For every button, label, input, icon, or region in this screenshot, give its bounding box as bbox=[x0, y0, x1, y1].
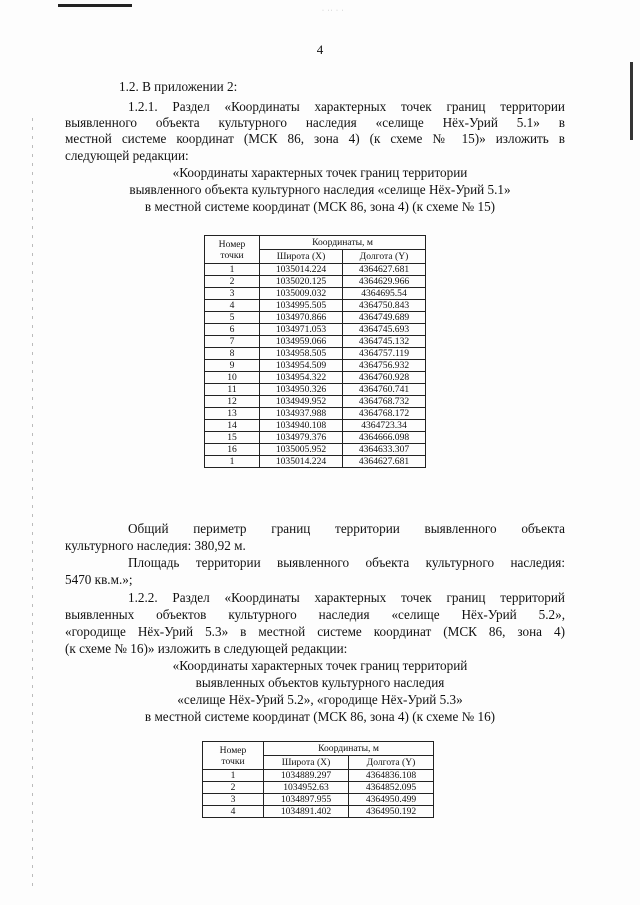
area-line-1: Площадь территории выявленного объекта культурного наследия: bbox=[128, 555, 565, 570]
caption-2-line-1: «Координаты характерных точек границ территорий bbox=[172, 658, 468, 673]
item-1-2-2-line-3: «городище Нёх-Урий 5.3» в местной системе координат (МСК 86, зона 4) bbox=[65, 624, 565, 639]
coordinates-header: Координаты, м bbox=[264, 742, 434, 756]
longitude-cell: 4364768.732 bbox=[343, 396, 426, 408]
longitude-cell: 4364627.681 bbox=[343, 456, 426, 468]
area-line-2: 5470 кв.м.»; bbox=[65, 572, 133, 587]
scan-artifact-line bbox=[58, 4, 132, 7]
table-row bbox=[203, 794, 434, 806]
item-1-2-2-line-2: выявленных объектов культурного наследия «селище Нёх-Урий 5.2», bbox=[65, 607, 565, 622]
point-number-header: Номер точки bbox=[203, 742, 264, 770]
latitude-cell: 1034952.63 bbox=[264, 782, 349, 794]
item-1-2-1-line-2: выявленного объекта культурного наследия «селище Нёх-Урий 5.1» в bbox=[65, 115, 565, 130]
longitude-cell: 4364750.843 bbox=[343, 300, 426, 312]
longitude-cell: 4364852.095 bbox=[349, 782, 434, 794]
table-row bbox=[205, 432, 426, 444]
table-row bbox=[205, 420, 426, 432]
page-number: 4 bbox=[316, 42, 324, 57]
latitude-cell: 1034971.053 bbox=[260, 324, 343, 336]
point-number-cell: 4 bbox=[205, 300, 260, 312]
point-number-cell: 9 bbox=[205, 360, 260, 372]
coordinates-table-1 bbox=[204, 235, 426, 468]
longitude-header: Долгота (Y) bbox=[349, 756, 434, 770]
longitude-cell: 4364723.34 bbox=[343, 420, 426, 432]
item-1-2-2-line-4: (к схеме № 16)» изложить в следующей редакции: bbox=[65, 641, 348, 656]
caption-1-line-2: выявленного объекта культурного наследия «селище Нёх-Урий 5.1» bbox=[129, 182, 511, 197]
latitude-cell: 1034995.505 bbox=[260, 300, 343, 312]
point-number-cell: 1 bbox=[205, 456, 260, 468]
longitude-cell: 4364760.741 bbox=[343, 384, 426, 396]
point-number-cell: 11 bbox=[205, 384, 260, 396]
coordinates-table-2-body bbox=[203, 770, 434, 818]
table-row bbox=[205, 312, 426, 324]
longitude-header: Долгота (Y) bbox=[343, 250, 426, 264]
scan-artifact-edge-left bbox=[32, 118, 33, 888]
table-row bbox=[205, 444, 426, 456]
latitude-cell: 1035009.032 bbox=[260, 288, 343, 300]
table-row bbox=[203, 806, 434, 818]
table-row bbox=[203, 782, 434, 794]
latitude-cell: 1034891.402 bbox=[264, 806, 349, 818]
point-number-cell: 1 bbox=[203, 770, 264, 782]
latitude-cell: 1034979.376 bbox=[260, 432, 343, 444]
point-number-cell: 2 bbox=[205, 276, 260, 288]
caption-2-line-2: выявленных объектов культурного наследия bbox=[195, 675, 445, 690]
longitude-cell: 4364745.693 bbox=[343, 324, 426, 336]
longitude-cell: 4364627.681 bbox=[343, 264, 426, 276]
latitude-cell: 1034937.988 bbox=[260, 408, 343, 420]
item-1-2-1-line-1: 1.2.1. Раздел «Координаты характерных точек границ территории bbox=[128, 99, 565, 114]
latitude-cell: 1034959.066 bbox=[260, 336, 343, 348]
caption-1-line-1: «Координаты характерных точек границ территории bbox=[172, 165, 468, 180]
table-row bbox=[205, 360, 426, 372]
latitude-cell: 1034954.509 bbox=[260, 360, 343, 372]
table-row bbox=[205, 456, 426, 468]
point-number-cell: 1 bbox=[205, 264, 260, 276]
table-row bbox=[205, 324, 426, 336]
table-row bbox=[205, 384, 426, 396]
latitude-cell: 1034940.108 bbox=[260, 420, 343, 432]
longitude-cell: 4364757.119 bbox=[343, 348, 426, 360]
point-number-cell: 5 bbox=[205, 312, 260, 324]
point-number-cell: 10 bbox=[205, 372, 260, 384]
point-number-cell: 7 bbox=[205, 336, 260, 348]
latitude-cell: 1035014.224 bbox=[260, 456, 343, 468]
coordinates-header: Координаты, м bbox=[260, 236, 426, 250]
longitude-cell: 4364695.54 bbox=[343, 288, 426, 300]
latitude-cell: 1034897.955 bbox=[264, 794, 349, 806]
section-heading: 1.2. В приложении 2: bbox=[119, 79, 238, 94]
scan-artifact-edge bbox=[630, 62, 633, 140]
table-row bbox=[205, 348, 426, 360]
table-row bbox=[203, 770, 434, 782]
point-number-cell: 13 bbox=[205, 408, 260, 420]
table-row bbox=[205, 336, 426, 348]
latitude-cell: 1034958.505 bbox=[260, 348, 343, 360]
latitude-cell: 1034949.952 bbox=[260, 396, 343, 408]
perimeter-line-2: культурного наследия: 380,92 м. bbox=[65, 538, 246, 553]
longitude-cell: 4364760.928 bbox=[343, 372, 426, 384]
caption-1-line-3: в местной системе координат (МСК 86, зона 4) (к схеме № 15) bbox=[144, 199, 496, 214]
latitude-cell: 1035014.224 bbox=[260, 264, 343, 276]
point-number-cell: 2 bbox=[203, 782, 264, 794]
coordinates-table-1-body bbox=[205, 264, 426, 468]
longitude-cell: 4364836.108 bbox=[349, 770, 434, 782]
table-row bbox=[205, 372, 426, 384]
point-number-header: Номер точки bbox=[205, 236, 260, 264]
caption-2-line-3: «селище Нёх-Урий 5.2», «городище Нёх-Урий 5.3» bbox=[177, 692, 463, 707]
table-row bbox=[205, 300, 426, 312]
longitude-cell: 4364629.966 bbox=[343, 276, 426, 288]
point-number-cell: 12 bbox=[205, 396, 260, 408]
longitude-cell: 4364950.192 bbox=[349, 806, 434, 818]
latitude-header: Широта (X) bbox=[264, 756, 349, 770]
latitude-cell: 1034950.326 bbox=[260, 384, 343, 396]
point-number-cell: 3 bbox=[203, 794, 264, 806]
longitude-cell: 4364950.499 bbox=[349, 794, 434, 806]
table-row bbox=[205, 288, 426, 300]
perimeter-line-1: Общий периметр границ территории выявленного объекта bbox=[128, 521, 565, 536]
latitude-cell: 1034970.866 bbox=[260, 312, 343, 324]
table-row bbox=[205, 408, 426, 420]
longitude-cell: 4364745.132 bbox=[343, 336, 426, 348]
caption-2-line-4: в местной системе координат (МСК 86, зона 4) (к схеме № 16) bbox=[144, 709, 496, 724]
latitude-header: Широта (X) bbox=[260, 250, 343, 264]
item-1-2-1-line-4: следующей редакции: bbox=[65, 148, 189, 163]
latitude-cell: 1035005.952 bbox=[260, 444, 343, 456]
latitude-cell: 1034889.297 bbox=[264, 770, 349, 782]
latitude-cell: 1034954.322 bbox=[260, 372, 343, 384]
item-1-2-1-line-3: местной системе координат (МСК 86, зона 4) (к схеме № 15)» изложить в bbox=[65, 131, 565, 146]
coordinates-table-2 bbox=[202, 741, 434, 818]
point-number-cell: 3 bbox=[205, 288, 260, 300]
point-number-cell: 16 bbox=[205, 444, 260, 456]
table-row bbox=[205, 276, 426, 288]
point-number-cell: 14 bbox=[205, 420, 260, 432]
latitude-cell: 1035020.125 bbox=[260, 276, 343, 288]
point-number-cell: 15 bbox=[205, 432, 260, 444]
longitude-cell: 4364749.689 bbox=[343, 312, 426, 324]
longitude-cell: 4364633.307 bbox=[343, 444, 426, 456]
longitude-cell: 4364768.172 bbox=[343, 408, 426, 420]
item-1-2-2-line-1: 1.2.2. Раздел «Координаты характерных точек границ территорий bbox=[128, 590, 565, 605]
table-row bbox=[205, 264, 426, 276]
longitude-cell: 4364756.932 bbox=[343, 360, 426, 372]
scan-artifact-mark: · ·· · · bbox=[322, 8, 345, 14]
point-number-cell: 8 bbox=[205, 348, 260, 360]
point-number-cell: 6 bbox=[205, 324, 260, 336]
point-number-cell: 4 bbox=[203, 806, 264, 818]
longitude-cell: 4364666.098 bbox=[343, 432, 426, 444]
table-row bbox=[205, 396, 426, 408]
